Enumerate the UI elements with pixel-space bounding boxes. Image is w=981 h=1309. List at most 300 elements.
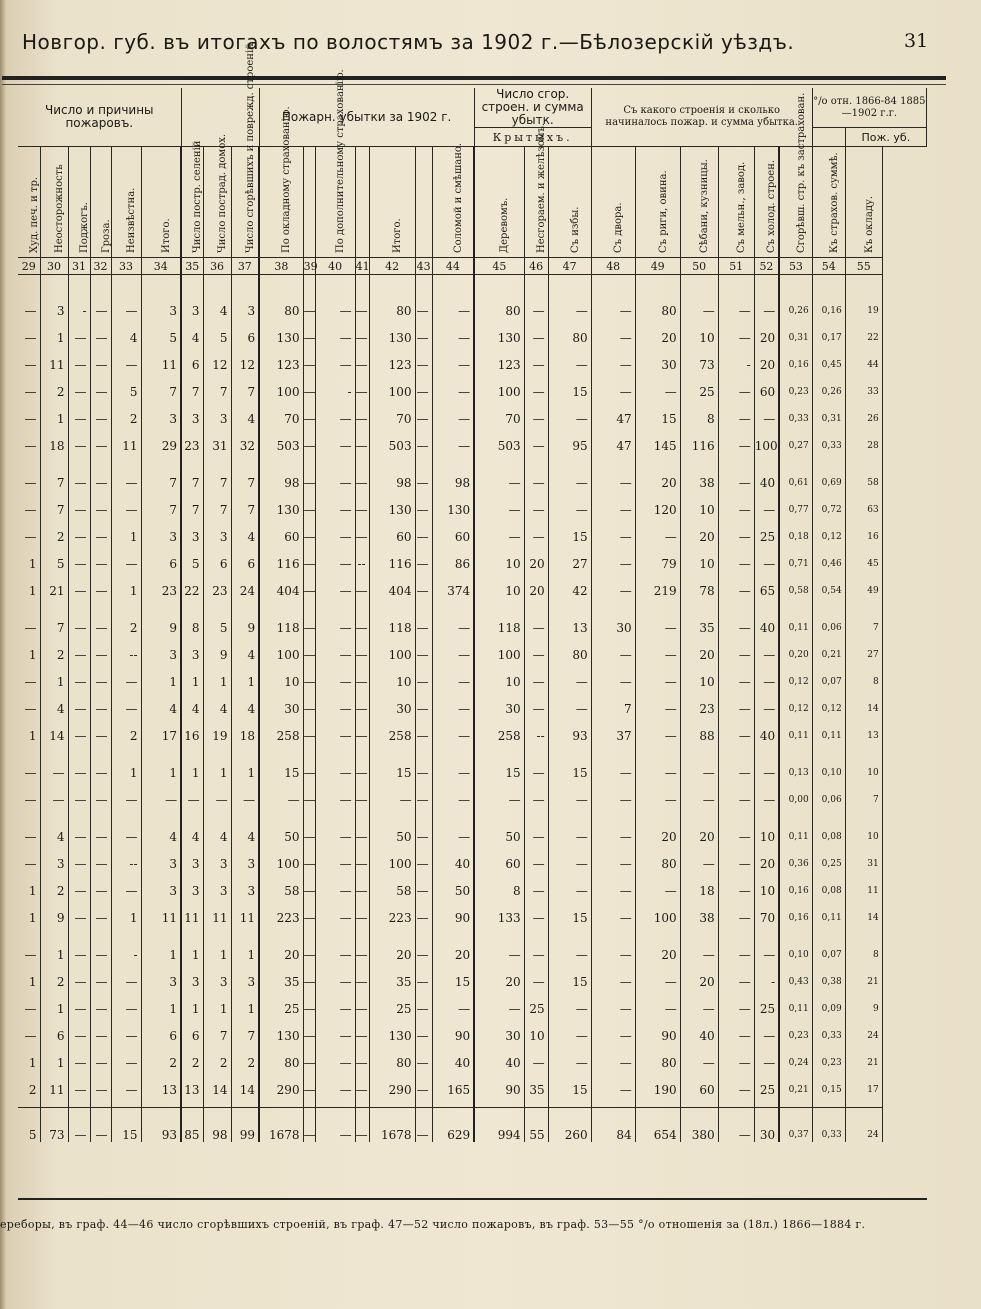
table-cell: — <box>355 517 369 544</box>
table-cell: — <box>90 689 111 716</box>
table-cell: 7 <box>845 608 882 635</box>
table-cell: 40 <box>432 844 474 871</box>
table-row <box>18 689 927 716</box>
table-cell: 3 <box>203 962 231 989</box>
table-cell: — <box>303 817 315 844</box>
table-cell: 10 <box>680 544 718 571</box>
table-cell: — <box>591 318 635 345</box>
column-label <box>181 140 204 258</box>
table-cell: 7 <box>40 463 68 490</box>
table-cell: 0,09 <box>812 989 845 1016</box>
table-cell: — <box>591 962 635 989</box>
table-cell: — <box>111 817 141 844</box>
table-cell: 15 <box>548 372 591 399</box>
table-cell: — <box>355 635 369 662</box>
table-cell: — <box>355 716 369 743</box>
table-cell: — <box>415 318 432 345</box>
gap-cell <box>111 453 141 463</box>
table-cell: 15 <box>548 962 591 989</box>
table-cell: — <box>18 318 40 345</box>
gap-row <box>18 1097 927 1108</box>
table-cell: — <box>474 463 524 490</box>
table-cell: 4 <box>203 817 231 844</box>
table-cell: 4 <box>231 635 259 662</box>
table-cell: — <box>68 608 90 635</box>
table-cell: 0,06 <box>812 780 845 807</box>
table-cell: 0,33 <box>812 426 845 453</box>
spacer-cell <box>779 275 812 292</box>
table-cell: — <box>524 291 548 318</box>
table-cell: 22 <box>181 571 203 598</box>
table-cell: 165 <box>432 1070 474 1097</box>
table-cell: — <box>591 1043 635 1070</box>
table-cell: — <box>754 662 779 689</box>
gap-cell <box>680 925 718 935</box>
table-cell: — <box>415 291 432 318</box>
column-number: 47 <box>548 258 591 275</box>
column-label <box>432 142 474 258</box>
gap-cell <box>635 807 680 817</box>
table-cell: 12 <box>203 345 231 372</box>
table-row <box>18 989 927 1016</box>
table-cell: — <box>18 753 40 780</box>
table-cell: 3 <box>231 291 259 318</box>
gap-cell <box>635 598 680 608</box>
table-cell: — <box>432 399 474 426</box>
gap-cell <box>141 743 181 753</box>
table-cell: 4 <box>231 817 259 844</box>
table-row <box>18 463 927 490</box>
spacer-cell <box>315 275 355 292</box>
gap-cell <box>548 1097 591 1108</box>
column-label-text: Съ избы. <box>569 206 581 253</box>
table-cell: — <box>303 871 315 898</box>
subgroup-roofed: Крытыхъ. <box>474 128 591 147</box>
gap-cell <box>474 925 524 935</box>
table-cell: 63 <box>845 490 882 517</box>
table-cell: — <box>68 571 90 598</box>
spacer-cell <box>355 275 369 292</box>
table-cell: 0,23 <box>779 1016 812 1043</box>
table-cell: — <box>18 291 40 318</box>
table-cell: 11 <box>845 871 882 898</box>
table-cell: 9 <box>845 989 882 1016</box>
table-row <box>18 399 927 426</box>
table-cell: 130 <box>369 318 415 345</box>
table-cell: — <box>548 935 591 962</box>
gap-cell <box>18 598 40 608</box>
table-cell: 70 <box>754 898 779 925</box>
table-cell: 1 <box>141 989 181 1016</box>
table-cell: — <box>635 962 680 989</box>
table-cell: — <box>355 935 369 962</box>
table-cell: 219 <box>635 571 680 598</box>
table-cell: 2 <box>40 517 68 544</box>
table-cell: 380 <box>680 1108 718 1143</box>
gap-cell <box>68 743 90 753</box>
table-cell: — <box>259 780 303 807</box>
spacer-cell <box>474 275 524 292</box>
table-cell: — <box>90 1070 111 1097</box>
table-cell: — <box>90 345 111 372</box>
table-cell: -- <box>111 635 141 662</box>
table-cell: — <box>548 490 591 517</box>
table-cell: 7 <box>141 372 181 399</box>
column-label <box>812 147 845 258</box>
table-cell: 2 <box>111 399 141 426</box>
gap-cell <box>680 1097 718 1108</box>
table-cell: 100 <box>259 372 303 399</box>
column-label <box>111 147 141 258</box>
table-cell: 55 <box>524 1108 548 1143</box>
table-cell: — <box>315 426 355 453</box>
table-cell: 93 <box>141 1108 181 1143</box>
table-cell: 0,27 <box>779 426 812 453</box>
table-cell: 8 <box>181 608 203 635</box>
table-cell: 47 <box>591 426 635 453</box>
table-cell: — <box>524 608 548 635</box>
table-cell: 1 <box>18 1043 40 1070</box>
table-cell: 11 <box>40 1070 68 1097</box>
table-cell: — <box>432 753 474 780</box>
column-number: 53 <box>779 258 812 275</box>
gap-cell <box>432 807 474 817</box>
table-cell: 503 <box>259 426 303 453</box>
table-cell: — <box>591 753 635 780</box>
table-cell: — <box>415 716 432 743</box>
table-row <box>18 753 927 780</box>
column-label-text: Съ двора. <box>613 202 625 253</box>
table-cell: — <box>718 689 754 716</box>
gap-cell <box>432 1097 474 1108</box>
table-cell: 10 <box>754 871 779 898</box>
table-cell: 3 <box>141 517 181 544</box>
table-cell: — <box>591 1016 635 1043</box>
table-cell: 29 <box>141 426 181 453</box>
table-cell: 4 <box>181 817 203 844</box>
table-cell: — <box>303 571 315 598</box>
table-cell: 15 <box>259 753 303 780</box>
table-cell: — <box>524 635 548 662</box>
table-cell: — <box>548 291 591 318</box>
table-cell: — <box>303 291 315 318</box>
table-cell: — <box>303 399 315 426</box>
table-cell: 20 <box>432 935 474 962</box>
table-cell: — <box>303 689 315 716</box>
table-cell: — <box>68 1070 90 1097</box>
table-cell: — <box>303 544 315 571</box>
table-cell: 1 <box>181 662 203 689</box>
table-cell: 20 <box>524 544 548 571</box>
gap-cell <box>548 453 591 463</box>
table-cell: — <box>432 608 474 635</box>
gap-cell <box>259 598 303 608</box>
table-cell: — <box>355 490 369 517</box>
table-cell: 20 <box>635 463 680 490</box>
table-cell: — <box>68 989 90 1016</box>
table-cell: — <box>355 345 369 372</box>
table-cell: 1 <box>40 399 68 426</box>
table-cell: — <box>111 962 141 989</box>
table-cell: — <box>548 1043 591 1070</box>
total-row <box>18 1108 927 1143</box>
table-cell: 8 <box>845 935 882 962</box>
table-cell: 145 <box>635 426 680 453</box>
table-cell: — <box>524 1043 548 1070</box>
gap-cell <box>68 453 90 463</box>
table-cell: — <box>90 399 111 426</box>
table-cell: 35 <box>680 608 718 635</box>
page-edge <box>0 0 6 1309</box>
table-cell: 0,72 <box>812 490 845 517</box>
gap-cell <box>635 453 680 463</box>
table-cell: — <box>718 662 754 689</box>
table-cell: — <box>591 490 635 517</box>
gap-cell <box>845 807 882 817</box>
table-cell: 3 <box>141 635 181 662</box>
table-cell: — <box>680 291 718 318</box>
table-cell: — <box>524 780 548 807</box>
table-cell: 20 <box>635 318 680 345</box>
table-cell: 10 <box>680 318 718 345</box>
gap-cell <box>524 1097 548 1108</box>
gap-cell <box>259 807 303 817</box>
table-cell: 130 <box>369 490 415 517</box>
table-cell: — <box>635 372 680 399</box>
table-cell: 0,21 <box>812 635 845 662</box>
gap-cell <box>812 598 845 608</box>
table-cell: 25 <box>754 1070 779 1097</box>
gap-cell <box>303 743 315 753</box>
gap-cell <box>231 925 259 935</box>
table-cell: 9 <box>203 635 231 662</box>
table-cell: 11 <box>141 898 181 925</box>
table-cell: 15 <box>548 753 591 780</box>
gap-cell <box>355 807 369 817</box>
table-row <box>18 490 927 517</box>
table-cell: 118 <box>474 608 524 635</box>
table-row <box>18 817 927 844</box>
table-cell: — <box>754 1016 779 1043</box>
table-cell: 19 <box>845 291 882 318</box>
table-cell: 3 <box>231 844 259 871</box>
column-label-text: Съ мельн., завод. <box>736 161 748 253</box>
table-cell: 30 <box>259 689 303 716</box>
gap-cell <box>524 453 548 463</box>
gap-cell <box>415 1097 432 1108</box>
gap-cell <box>203 807 231 817</box>
table-cell: — <box>355 871 369 898</box>
table-cell: — <box>355 689 369 716</box>
column-number: 31 <box>68 258 90 275</box>
table-cell: — <box>303 989 315 1016</box>
table-cell: 2 <box>40 962 68 989</box>
table-cell: — <box>90 1043 111 1070</box>
table-cell: — <box>68 517 90 544</box>
table-cell: — <box>315 517 355 544</box>
table-cell: 9 <box>40 898 68 925</box>
table-cell: 70 <box>259 399 303 426</box>
group-origin-building: Съ какого строенія и сколько начиналось пожар. и сумма убытка. <box>591 88 812 147</box>
table-cell: 80 <box>548 318 591 345</box>
table-cell: 22 <box>845 318 882 345</box>
gap-cell <box>779 598 812 608</box>
table-cell: — <box>718 608 754 635</box>
table-cell: 1 <box>111 571 141 598</box>
table-cell: — <box>635 635 680 662</box>
table-cell: 20 <box>369 935 415 962</box>
column-label-text: Итого. <box>160 218 172 253</box>
table-cell: — <box>524 871 548 898</box>
table-cell: — <box>718 463 754 490</box>
table-cell: — <box>303 372 315 399</box>
column-number: 52 <box>754 258 779 275</box>
table-cell: 1 <box>18 571 40 598</box>
table-cell: 60 <box>259 517 303 544</box>
table-cell: - <box>111 935 141 962</box>
table-cell: — <box>718 635 754 662</box>
table-cell: — <box>591 898 635 925</box>
table-cell: — <box>355 662 369 689</box>
table-cell: — <box>548 345 591 372</box>
table-cell: — <box>303 935 315 962</box>
gap-cell <box>415 743 432 753</box>
table-cell: 40 <box>754 463 779 490</box>
table-cell: 130 <box>474 318 524 345</box>
table-cell: — <box>181 780 203 807</box>
table-cell: 3 <box>141 871 181 898</box>
column-number: 46 <box>524 258 548 275</box>
table-cell: 60 <box>432 517 474 544</box>
gap-cell <box>432 598 474 608</box>
gap-cell <box>111 598 141 608</box>
table-cell: 0,08 <box>812 817 845 844</box>
table-row <box>18 962 927 989</box>
table-cell: — <box>111 544 141 571</box>
table-cell: 10 <box>259 662 303 689</box>
table-cell: 25 <box>259 989 303 1016</box>
column-label <box>845 147 882 258</box>
table-cell: 73 <box>40 1108 68 1143</box>
table-cell: — <box>415 1070 432 1097</box>
gap-cell <box>432 925 474 935</box>
table-cell: 8 <box>680 399 718 426</box>
table-cell: 1 <box>111 898 141 925</box>
table-cell: — <box>548 817 591 844</box>
table-cell: — <box>90 635 111 662</box>
table-cell: 4 <box>141 817 181 844</box>
gap-cell <box>845 743 882 753</box>
gap-cell <box>369 1097 415 1108</box>
table-cell: — <box>754 544 779 571</box>
table-cell: 3 <box>141 844 181 871</box>
table-cell: — <box>68 844 90 871</box>
table-cell: 7 <box>181 463 203 490</box>
table-cell: 1 <box>181 753 203 780</box>
gap-cell <box>415 453 432 463</box>
gap-cell <box>18 925 40 935</box>
table-cell: 0,77 <box>779 490 812 517</box>
table-cell: 3 <box>181 291 203 318</box>
table-cell: 120 <box>635 490 680 517</box>
column-label-text: Число сгорѣвшихъ и поврежд. строеній <box>244 43 256 253</box>
table-cell: — <box>315 1043 355 1070</box>
spacer-cell <box>231 275 259 292</box>
table-cell: — <box>90 871 111 898</box>
table-cell: 0,15 <box>812 1070 845 1097</box>
table-cell: 50 <box>432 871 474 898</box>
table-cell: — <box>303 1043 315 1070</box>
table-cell: 16 <box>845 517 882 544</box>
table-cell: — <box>68 372 90 399</box>
table-cell: — <box>68 318 90 345</box>
table-cell: — <box>315 935 355 962</box>
table-cell: 7 <box>141 490 181 517</box>
spacer-cell <box>18 275 40 292</box>
table-cell: 1 <box>203 662 231 689</box>
table-cell: — <box>303 898 315 925</box>
table-cell: 14 <box>203 1070 231 1097</box>
table-cell: 3 <box>203 844 231 871</box>
table-cell: 5 <box>181 544 203 571</box>
gap-cell <box>548 598 591 608</box>
table-cell: 10 <box>524 1016 548 1043</box>
table-cell: — <box>635 871 680 898</box>
table-cell: — <box>432 291 474 318</box>
spacer-cell <box>259 275 303 292</box>
table-cell: 4 <box>203 291 231 318</box>
table-cell: 0,69 <box>812 463 845 490</box>
table-cell: — <box>524 463 548 490</box>
table-cell: — <box>40 753 68 780</box>
table-cell: 0,58 <box>779 571 812 598</box>
gap-cell <box>369 598 415 608</box>
spacer-cell <box>718 275 754 292</box>
table-cell: — <box>315 689 355 716</box>
table-cell: — <box>355 1108 369 1143</box>
table-row <box>18 345 927 372</box>
gap-cell <box>203 1097 231 1108</box>
table-cell: 123 <box>369 345 415 372</box>
table-cell: 18 <box>680 871 718 898</box>
column-label-text: Итого. <box>392 218 404 253</box>
table-cell: — <box>415 1043 432 1070</box>
table-cell: 404 <box>369 571 415 598</box>
table-cell: 14 <box>40 716 68 743</box>
table-cell: 3 <box>181 962 203 989</box>
table-cell: 1 <box>231 753 259 780</box>
table-cell: 100 <box>369 372 415 399</box>
table-cell: 260 <box>548 1108 591 1143</box>
column-number: 54 <box>812 258 845 275</box>
statistics-table <box>18 43 927 1198</box>
table-cell: — <box>524 426 548 453</box>
table-cell: 0,71 <box>779 544 812 571</box>
table-cell: — <box>68 399 90 426</box>
table-cell: 0,61 <box>779 463 812 490</box>
table-cell: 3 <box>181 399 203 426</box>
column-number: 50 <box>680 258 718 275</box>
table-cell: 0,16 <box>812 291 845 318</box>
gap-cell <box>845 453 882 463</box>
table-cell: 0,23 <box>779 372 812 399</box>
table-cell: 123 <box>259 345 303 372</box>
column-label-text: Къ страхов. суммѣ. <box>828 152 840 253</box>
table-cell: 20 <box>680 962 718 989</box>
table-cell: 100 <box>754 426 779 453</box>
table-cell: — <box>415 935 432 962</box>
table-cell: 24 <box>845 1108 882 1143</box>
